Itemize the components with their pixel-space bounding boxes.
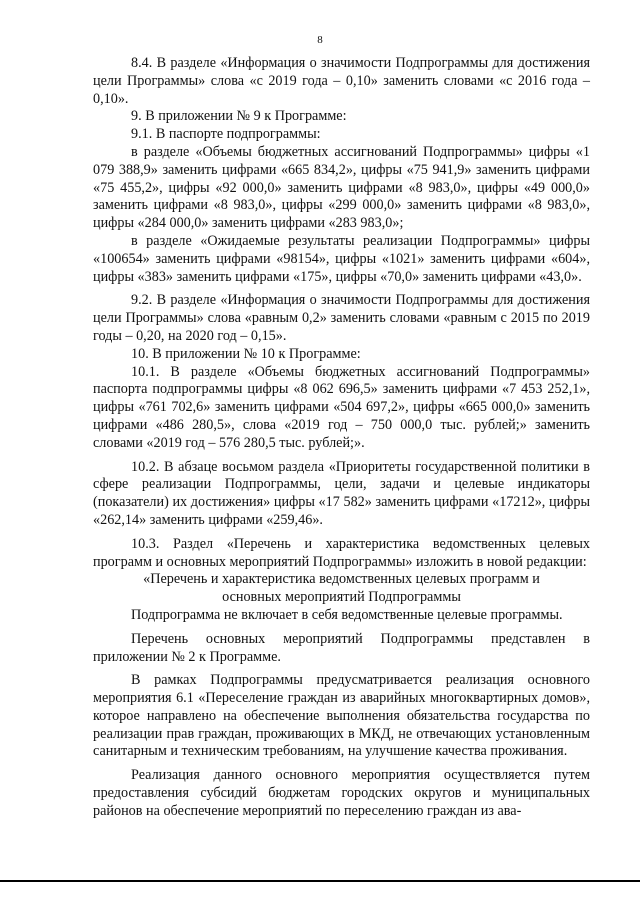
section-heading-line-1: «Перечень и характеристика ведомственных целевых программ и	[143, 571, 540, 588]
paragraph-expected-results: в разделе «Ожидаемые результаты реализации Подпрограммы» цифры «100654» заменить цифрами «98154», цифры «1021» заменить цифрами «604», цифры «383» заменить цифрами «175», цифры «70,0» заменить цифрами «43,0».	[93, 232, 590, 285]
paragraph-10-1: 10.1. В разделе «Объемы бюджетных ассигнований Подпрограммы» паспорта подпрограммы цифры «8 062 696,5» заменить цифрами «7 453 252,1», цифры «761 702,6» заменить цифрами «504 697,2», цифры «665 000,0» заменить цифрами «486 280,5», слова «2019 год – 750 000,0 тыс. рублей;» заменить словами «2019 год – 576 280,5 тыс. рублей;».	[93, 363, 590, 451]
paragraph-10-2: 10.2. В абзаце восьмом раздела «Приоритеты государственной политики в сфере реализации Подпрограммы, цели, задачи и целевые индикаторы (показатели) их достижения» цифры «17 582» заменить цифрами «17212», цифры «262,14» заменить цифрами «259,46».	[93, 458, 590, 528]
paragraph-9-2: 9.2. В разделе «Информация о значимости Подпрограммы для достижения цели Программы» слова «равным 0,2» заменить словами «равным с 2015 по 2019 годы – 0,20, на 2020 год – 0,15».	[93, 292, 590, 344]
paragraph-implementation: Реализация данного основного мероприятия осуществляется путем предоставления субсидий бюджетам городских округов и муниципальных районов на обеспечение мероприятий по переселению граждан из ава-	[93, 767, 590, 819]
paragraph-9: 9. В приложении № 9 к Программе:	[131, 108, 347, 125]
paragraph-8-4: 8.4. В разделе «Информация о значимости Подпрограммы для достижения цели Программы» слова «с 2019 года – 0,10» заменить словами «с 2016 года – 0,10».	[93, 55, 590, 107]
paragraph-list-of-measures: Перечень основных мероприятий Подпрограммы представлен в приложении № 2 к Программе.	[93, 630, 590, 665]
paragraph-no-departmental-programs: Подпрограмма не включает в себя ведомственные целевые программы.	[131, 606, 563, 623]
page-number: 8	[317, 34, 323, 46]
document-body	[93, 55, 590, 821]
paragraph-budget-allocations: в разделе «Объемы бюджетных ассигнований Подпрограммы» цифры «1 079 388,9» заменить цифрами «665 834,2», цифры «75 941,9» заменить цифрами «75 455,2», цифры «92 000,0» заменить цифрами «8 983,0», цифры «49 000,0» заменить цифрами «8 983,0», цифры «299 000,0» заменить цифрами «8 983,0», цифры «284 000,0» заменить цифрами «283 983,0»;	[93, 143, 590, 232]
section-heading-line-2: основных мероприятий Подпрограммы	[222, 589, 461, 606]
bottom-rule	[0, 880, 640, 882]
paragraph-10-3: 10.3. Раздел «Перечень и характеристика ведомственных целевых программ и основных мероприятий Подпрограммы» изложить в новой редакции:	[93, 535, 590, 570]
paragraph-measure-6-1: В рамках Подпрограммы предусматривается реализация основного мероприятия 6.1 «Переселение граждан из аварийных многоквартирных домов», которое направлено на обеспечение выполнения обязательства государства по реализации прав граждан, проживающих в МКД, не отвечающих установленным санитарным и техническим требованиям, на улучшение качества проживания.	[93, 672, 590, 760]
paragraph-10: 10. В приложении № 10 к Программе:	[131, 345, 361, 362]
paragraph-9-1: 9.1. В паспорте подпрограммы:	[131, 126, 321, 143]
